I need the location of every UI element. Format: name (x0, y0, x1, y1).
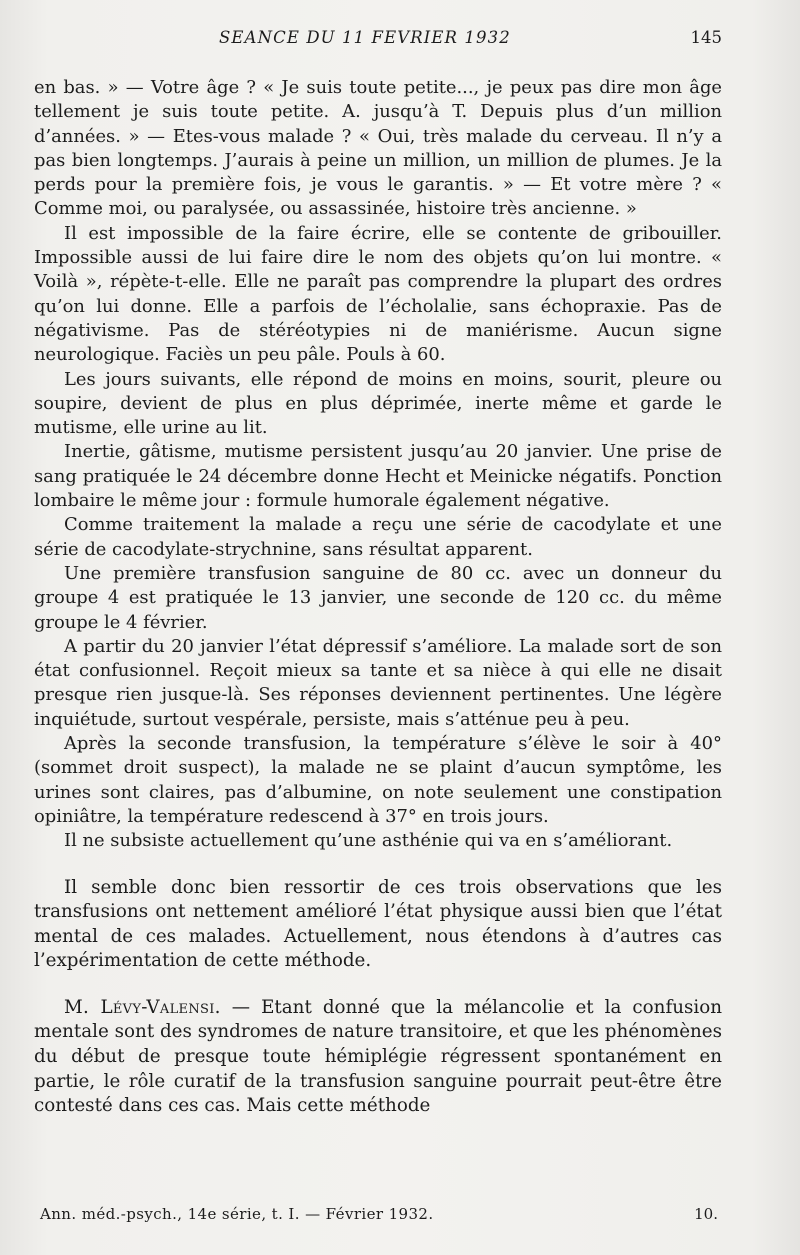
journal-date: — Février 1932. (305, 1205, 434, 1223)
discussion-text: — Etant donné que la mélancolie et la confusion mentale sont des syndromes de nature transitoire, et que les phénomènes du début de presque toute hémiplégie régressent spontanément en partie, le rôle curatif de la transfusion sanguine pourrait peut-être être contesté dans ces cas. Mais cette méthode (34, 996, 722, 1117)
paragraph: Inertie, gâtisme, mutisme persistent jusqu’au 20 janvier. Une prise de sang pratiquée le 24 décembre donne Hecht et Meinicke négatifs. Ponction lombaire le même jour : formule humorale également négative. (34, 441, 722, 512)
paragraph: en bas. » — Votre âge ? « Je suis toute petite..., je peux pas dire mon âge tellement je suis toute petite. A. jusqu’à T. Depuis plus d’un million d’années. » — Etes-vous malade ? « Oui, très malade du cerveau. Il n’y a pas bien longtemps. J’aurais à peine un million, un million de plumes. Je la perds pour la première fois, je vous le garantis. » — Et votre mère ? « Comme moi, ou paralysée, ou assassinée, histoire très ancienne. » (34, 77, 722, 220)
body-text (34, 76, 722, 1119)
page-footer (40, 1205, 722, 1227)
signature-mark: 10. (694, 1205, 718, 1223)
paragraph: Comme traitement la malade a reçu une série de cacodylate et une série de cacodylate-strychnine, sans résultat apparent. (34, 514, 722, 560)
page-number: 145 (690, 28, 722, 47)
paragraph: Après la seconde transfusion, la température s’élève le soir à 40° (sommet droit suspect), la malade ne se plaint d’aucun symptôme, les urines sont claires, pas d’albumine, on note seulement une constipation opiniâtre, la température redescend à 37° en trois jours. (34, 733, 722, 827)
running-header (34, 28, 722, 52)
paragraph: A partir du 20 janvier l’état dépressif s’améliore. La malade sort de son état confusionnel. Reçoit mieux sa tante et sa nièce à qui elle ne disait presque rien jusque-là. Ses réponses deviennent pertinentes. Une légère inquiétude, surtout vespérale, persiste, mais s’atténue peu à peu. (34, 635, 722, 730)
paragraph: Il ne subsiste actuellement qu’une asthénie qui va en s’améliorant. (64, 830, 673, 852)
paragraph: Il est impossible de la faire écrire, elle se contente de gribouiller. Impossible aussi de lui faire dire le nom des objets qu’on lui montre. « Voilà », répète-t-elle. Elle ne paraît pas comprendre la plupart des ordres qu’on lui donne. Elle a parfois de l’écholalie, sans échopraxie. Pas de négativisme. Pas de stéréotypies ni de maniérisme. Aucun signe neurologique. Faciès un peu pâle. Pouls à 60. (34, 222, 722, 366)
header-title: SEANCE DU 11 FEVRIER 1932 (219, 28, 511, 47)
paragraph: Les jours suivants, elle répond de moins en moins, sourit, pleure ou soupire, devient de plus en plus déprimée, inerte même et garde le mutisme, elle urine au lit. (34, 368, 722, 439)
journal-series: 14e série, t. I. (187, 1205, 300, 1223)
speaker-name: M. Lévy-Valensi. (64, 996, 221, 1018)
journal-prefix: Ann. méd.-psych., (40, 1205, 183, 1223)
discussion-paragraph (34, 996, 722, 1119)
paragraph: Une première transfusion sanguine de 80 cc. avec un donneur du groupe 4 est pratiquée le 13 janvier, une seconde de 120 cc. du même groupe le 4 février. (34, 562, 722, 633)
journal-citation (40, 1205, 434, 1223)
conclusion-paragraph: Il semble donc bien ressortir de ces trois observations que les transfusions ont nettement amélioré l’état physique aussi bien que l’état mental de ces malades. Actuellement, nous étendons à d’autres cas l’expérimentation de cette méthode. (34, 876, 722, 972)
